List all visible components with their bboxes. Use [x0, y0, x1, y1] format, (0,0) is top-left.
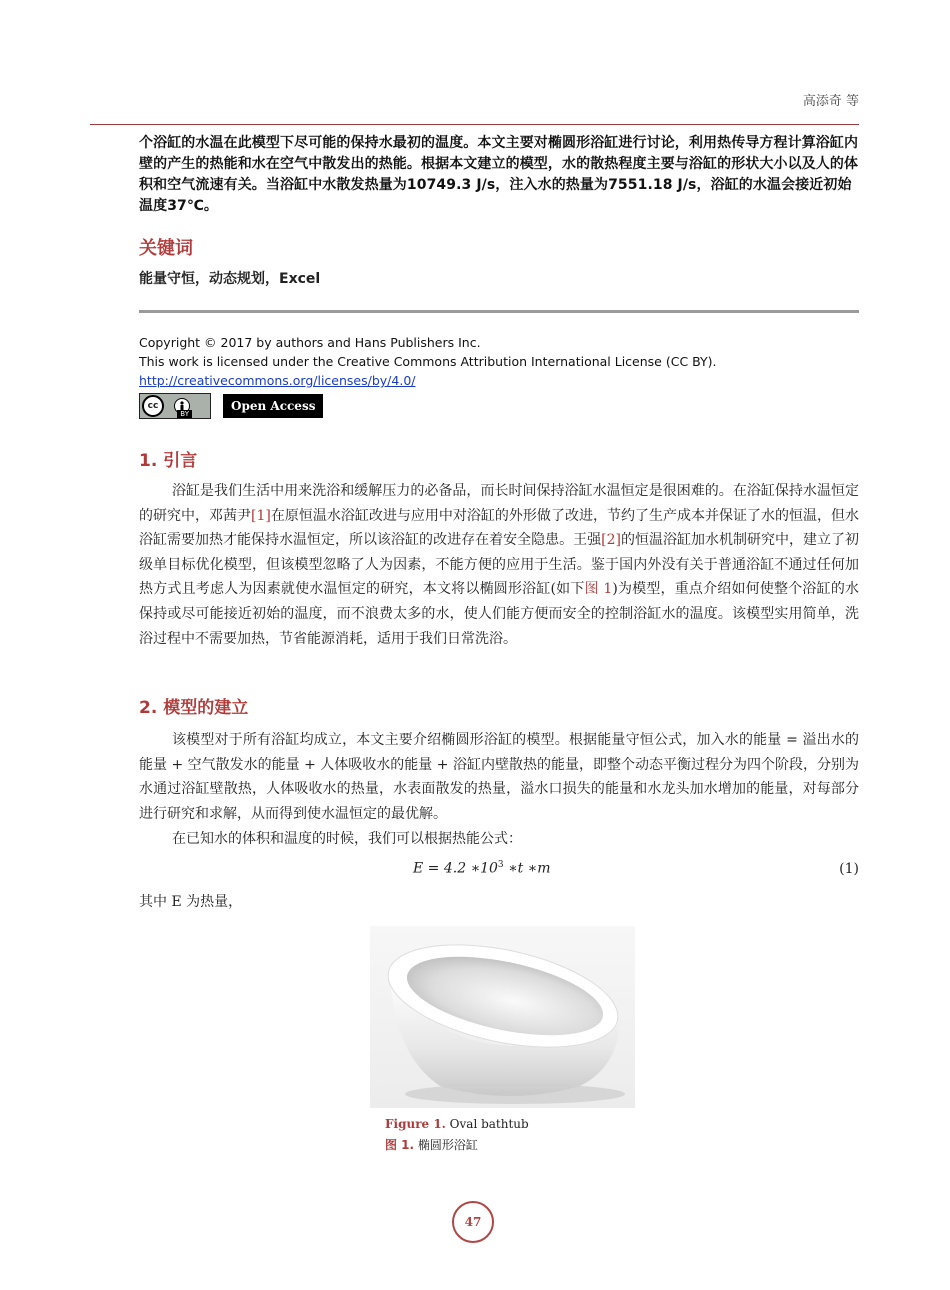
license-line: This work is licensed under the Creative Commons Attribution International License (CC BY).	[139, 354, 717, 369]
section1-paragraph	[139, 479, 859, 651]
copyright-line: Copyright © 2017 by authors and Hans Publishers Inc.	[139, 335, 481, 350]
equation-note: 其中 E 为热量，	[139, 894, 243, 910]
license-badges	[139, 393, 323, 419]
figure-ref-link[interactable]: 图 1	[584, 581, 613, 598]
equation-exponent: 3	[497, 860, 504, 870]
section2-paragraph-2: 在已知水的体积和温度的时候，我们可以根据热能公式：	[172, 831, 522, 847]
open-access-badge[interactable]: Open Access	[223, 394, 323, 418]
section1-title: 1. 引言	[139, 451, 198, 471]
copyright-block	[139, 333, 717, 390]
keywords-text: 能量守恒，动态规划，Excel	[139, 271, 321, 287]
cc-by-badge[interactable]	[139, 393, 211, 419]
equation-number: (1)	[839, 861, 859, 877]
bathtub-figure	[370, 926, 635, 1108]
header-rule	[90, 124, 859, 125]
caption-text: 椭圆形浴缸	[414, 1138, 478, 1152]
copyright-rule	[139, 310, 859, 313]
figure-caption-zh	[385, 1136, 478, 1153]
equation-left: E = 4.2 ∗10	[413, 860, 498, 877]
cc-icon: cc	[142, 395, 164, 417]
figure-caption-en	[385, 1117, 529, 1131]
page-number: 47	[452, 1201, 494, 1243]
citation-link[interactable]: [1]	[251, 507, 271, 524]
by-label: BY	[177, 410, 192, 418]
text-run: 浴缸是我们生活中用来洗浴和缓解压力的必备品，而长时间保持浴缸水温恒定是很困难的。在浴缸保持水温恒定的研究中，邓茜尹	[139, 483, 859, 524]
equation	[413, 860, 550, 877]
text-run: 在原恒温水浴缸改进与应用中对浴缸的外形做了改进，节约了生产成本并保证了水的恒温，但水浴缸需要加热才能保持水温恒定，所以该浴缸的改进存在着安全隐患。王强	[139, 507, 860, 549]
section2-paragraph: 该模型对于所有浴缸均成立，本文主要介绍椭圆形浴缸的模型。根据能量守恒公式，加入水的能量 = 溢出水的能量 + 空气散发水的能量 + 人体吸收水的能量 + 浴缸内壁散热的能量，即整个动态平衡过程分为四个阶段，分别为水通过浴缸壁散热，人体吸收水的热量，水表面散发的热量，溢水口损失的能量和水龙头加水增加的能量，对每部分进行研究和求解，从而得到使水温恒定的最优解。	[139, 732, 859, 822]
abstract-text: 个浴缸的水温在此模型下尽可能的保持水最初的温度。本文主要对椭圆形浴缸进行讨论，利用热传导方程计算浴缸内壁的产生的热能和水在空气中散发出的热能。根据本文建立的模型，水的散热程度主要与浴缸的形状大小以及人的体积和空气流速有关。当浴缸中水散发热量为10749.3 J/s，注入水的热量为7551.18 J/s，浴缸的水温会接近初始温度37℃。	[139, 135, 859, 214]
text-run: )为模型，重点介绍如何使整个浴缸的水保持或尽可能接近初始的温度，而不浪费太多的水，使人们能方便而安全的控制浴缸水的温度。该模型实用简单，洗浴过程中不需要加热，节省能源消耗，适用于我们日常洗浴。	[139, 581, 860, 647]
equation-right: ∗t ∗m	[503, 860, 551, 877]
section2-title: 2. 模型的建立	[139, 698, 249, 718]
caption-label: 图 1.	[385, 1138, 415, 1152]
text-run: 的恒温浴缸加水机制研究中，建立了初级单目标优化模型，但该模型忽略了人为因素，不能方便的应用于生活。鉴于国内外没有关于普通浴缸不通过任何加热方式且考虑人为因素就使水温恒定的研究，本文将以椭圆形浴缸(如下	[139, 532, 860, 598]
header-author: 高添奇 等	[802, 94, 859, 109]
citation-link[interactable]: [2]	[601, 532, 621, 549]
caption-text: Oval bathtub	[445, 1117, 529, 1131]
keywords-title: 关键词	[139, 238, 193, 259]
caption-label: Figure 1.	[385, 1117, 446, 1131]
license-link[interactable]: http://creativecommons.org/licenses/by/4.0/	[139, 373, 416, 388]
